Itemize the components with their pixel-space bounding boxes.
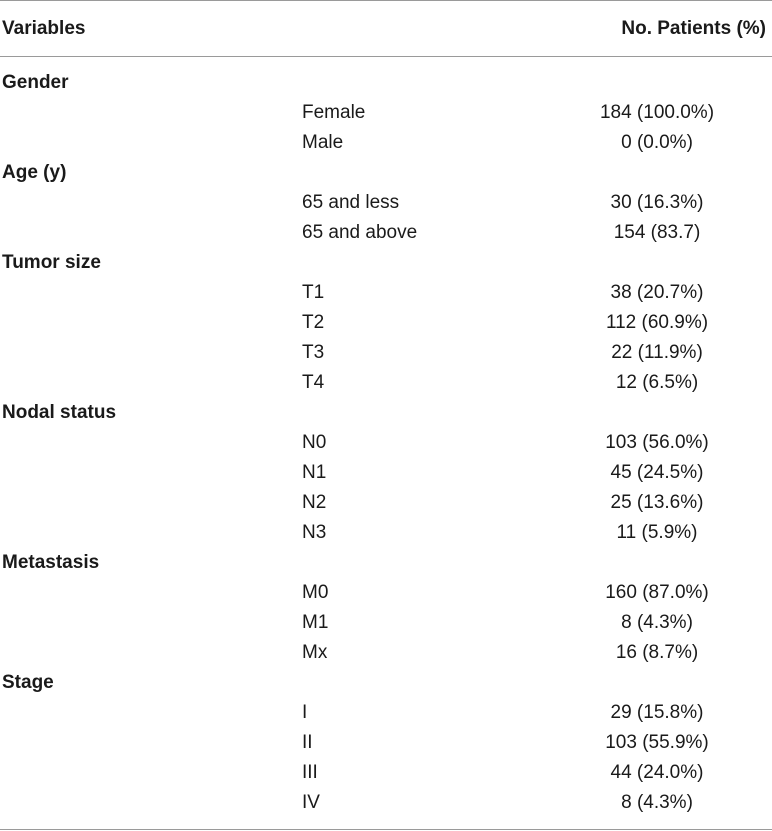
group-tumor-size	[0, 248, 772, 398]
row-label: M1	[302, 612, 329, 633]
row-value: 160 (87.0%)	[605, 582, 709, 603]
group-gender	[0, 68, 772, 158]
group-age	[0, 158, 772, 248]
table-row	[0, 98, 772, 128]
table-row	[0, 608, 772, 638]
group-metastasis	[0, 548, 772, 668]
table-row	[0, 728, 772, 758]
row-value: 11 (5.9%)	[616, 522, 698, 543]
row-value: 103 (56.0%)	[605, 432, 709, 453]
table-row	[0, 218, 772, 248]
row-value: 29 (15.8%)	[610, 702, 704, 723]
table-row	[0, 488, 772, 518]
row-value: 103 (55.9%)	[605, 732, 709, 753]
group-title: Nodal status	[2, 402, 117, 423]
row-label: T3	[302, 342, 325, 363]
table-row	[0, 308, 772, 338]
row-label: IV	[302, 792, 320, 813]
group-nodal-status	[0, 398, 772, 548]
table-row	[0, 638, 772, 668]
header-rule	[0, 56, 772, 57]
row-value: 12 (6.5%)	[615, 372, 699, 393]
group-title: Gender	[2, 72, 69, 93]
group-title: Age (y)	[2, 162, 67, 183]
row-label: M0	[302, 582, 329, 603]
row-label: N3	[302, 522, 327, 543]
table-row	[0, 518, 772, 548]
row-label: Male	[302, 132, 344, 153]
bottom-rule	[0, 829, 772, 830]
row-label: III	[302, 762, 318, 783]
row-value: 25 (13.6%)	[610, 492, 704, 513]
row-value: 0 (0.0%)	[621, 132, 693, 153]
group-stage	[0, 668, 772, 818]
group-title: Metastasis	[2, 552, 100, 573]
row-value: 22 (11.9%)	[611, 342, 703, 363]
row-value: 8 (4.3%)	[621, 792, 693, 813]
table-row	[0, 578, 772, 608]
row-label: N0	[302, 432, 327, 453]
group-title: Tumor size	[2, 252, 101, 273]
row-value: 38 (20.7%)	[610, 282, 704, 303]
row-value: 44 (24.0%)	[610, 762, 704, 783]
table-body	[0, 68, 772, 818]
row-value: 30 (16.3%)	[610, 192, 704, 213]
table-row	[0, 758, 772, 788]
table-row	[0, 428, 772, 458]
row-label: I	[302, 702, 308, 723]
row-label: Mx	[302, 642, 328, 663]
row-value: 16 (8.7%)	[615, 642, 699, 663]
table-header	[0, 0, 772, 56]
row-label: T4	[302, 372, 325, 393]
row-value: 154 (83.7)	[613, 222, 701, 243]
row-value: 112 (60.9%)	[605, 312, 709, 333]
group-title: Stage	[2, 672, 54, 693]
table-row	[0, 458, 772, 488]
row-label: Female	[302, 102, 366, 123]
row-label: T2	[302, 312, 325, 333]
row-label: 65 and above	[302, 222, 418, 243]
header-variables: Variables	[2, 18, 86, 39]
row-label: T1	[302, 282, 325, 303]
row-label: N1	[302, 462, 327, 483]
table-row	[0, 698, 772, 728]
table-row	[0, 128, 772, 158]
table-row	[0, 278, 772, 308]
table-row	[0, 368, 772, 398]
table-row	[0, 188, 772, 218]
header-patients: No. Patients (%)	[621, 18, 766, 39]
row-label: 65 and less	[302, 192, 400, 213]
row-label: N2	[302, 492, 327, 513]
row-value: 8 (4.3%)	[621, 612, 693, 633]
row-value: 184 (100.0%)	[599, 102, 715, 123]
table-row	[0, 338, 772, 368]
table-row	[0, 788, 772, 818]
row-label: II	[302, 732, 313, 753]
row-value: 45 (24.5%)	[610, 462, 704, 483]
